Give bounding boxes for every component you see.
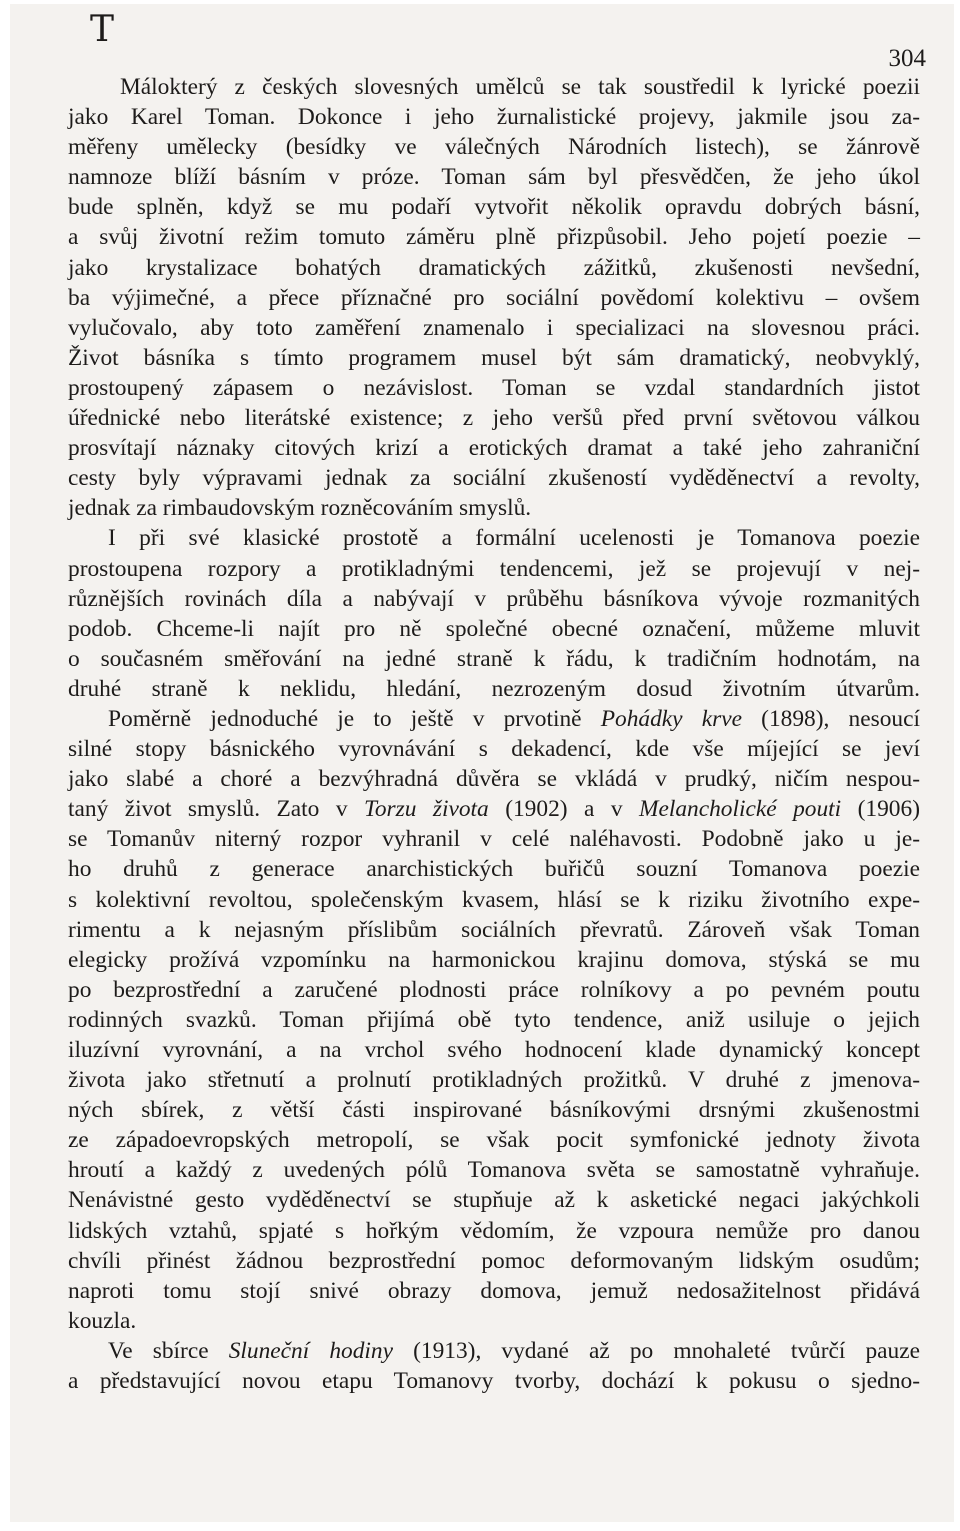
text-segment: namnoze blíží básním v próze. Toman sám byl přesvědčen, že jeho úkol [68, 164, 920, 191]
text-segment: (1898), nesoucí [742, 705, 920, 732]
text-segment: s kolektivní revoltou, společenským kvasem, hlásí se k riziku životního expe- [68, 886, 920, 913]
text-line [68, 493, 920, 523]
text-line [68, 1366, 920, 1396]
book-title: Melancholické pouti [638, 796, 842, 823]
text-segment: se Tomanův niterný rozpor vyhranil v celé naléhavosti. Podobně jako u je- [68, 826, 920, 853]
text-segment: podob. Chceme-li najít pro ně společné obecné označení, můžeme mluvit [68, 615, 920, 642]
text-segment: (1902) a v [488, 796, 639, 823]
book-title: Sluneční hodiny [228, 1337, 393, 1364]
text-line [68, 854, 920, 884]
page-number: 304 [888, 45, 926, 72]
text-line [68, 72, 920, 102]
text-line [68, 584, 920, 614]
text-segment: po bezprostřední a zaručené plodnosti práce rolníkovy a po pevném poutu [68, 976, 920, 1003]
text-line [68, 794, 920, 824]
text-line [68, 192, 920, 222]
text-segment: jako slabé a choré a bezvýhradná důvěra se vkládá v prudký, ničím nespou- [68, 766, 920, 793]
text-segment: kouzla. [68, 1307, 137, 1334]
text-line [68, 1095, 920, 1125]
text-line [68, 403, 920, 433]
text-line [68, 885, 920, 915]
text-segment: ze západoevropských metropolí, se však pocit symfonické jednoty života [68, 1127, 920, 1154]
text-line [68, 1185, 920, 1215]
text-segment: rodinných svazků. Toman přijímá obě tyto tendence, aniž usiluje o jejich [68, 1006, 920, 1033]
text-segment: (1906) [841, 796, 920, 823]
text-segment: Nenávistné gesto vyděděnectví se stupňuje až k asketické negaci jakýchkoli [68, 1187, 920, 1214]
text-line [68, 102, 920, 132]
text-segment: lidských vztahů, spjaté s hořkým vědomím, že vzpoura nemůže pro danou [68, 1217, 920, 1244]
text-segment: prostoupený zápasem o nezávislost. Toman se vzdal standardních jistot [68, 374, 920, 401]
text-line [68, 132, 920, 162]
text-line [68, 253, 920, 283]
text-segment: prosvítají náznaky citových krizí a erotických dramat a také jeho zahraniční [68, 435, 920, 462]
text-line [68, 734, 920, 764]
text-line [68, 162, 920, 192]
text-line [68, 1336, 920, 1366]
text-segment: měřeny umělecky (besídky ve válečných Národních listech), se žánrově [68, 134, 920, 161]
text-segment: vylučovalo, aby toto zaměření znamenalo i specializaci na slovesnou práci. [68, 314, 920, 341]
text-line [68, 644, 920, 674]
text-segment: různějších rovinách díla a nabývají v průběhu básníkova vývoje rozmanitých [68, 585, 920, 612]
text-segment: prostoupena rozpory a protikladnými tendencemi, jež se projevují v nej- [68, 555, 920, 582]
text-line [68, 1065, 920, 1095]
text-line [68, 554, 920, 584]
text-segment: iluzívní vyrovnání, a na vrchol svého hodnocení klade dynamický koncept [68, 1037, 920, 1063]
text-line [68, 915, 920, 945]
text-segment: rimentu a k nejasným příslibům sociálních převratů. Zároveň však Toman [68, 916, 920, 943]
text-segment: jako krystalizace bohatých dramatických zážitků, zkušenosti nevšední, [68, 254, 920, 281]
text-line [68, 283, 920, 313]
text-line [68, 1035, 920, 1065]
text-segment: silné stopy básnického vyrovnávání s dekadencí, kde vše míjející se jeví [68, 736, 920, 763]
text-segment: elegicky prožívá vzpomínku na harmonickou krajinu domova, stýská se mu [68, 946, 920, 973]
text-segment: druhé straně k neklidu, hledání, nezrozeným dosud životním útvarům. [68, 675, 920, 702]
text-segment: ných sbírek, z větší části inspirované básníkovými drsnými zkušenostmi [68, 1097, 920, 1124]
text-segment: Poměrně jednoduché je to ještě v prvotině [108, 705, 601, 732]
text-line [68, 824, 920, 854]
text-segment: a představující novou etapu Tomanovy tvorby, dochází k pokusu o sjedno- [68, 1368, 920, 1395]
text-segment: Ve sbírce [108, 1337, 229, 1364]
book-title: Pohádky krve [600, 705, 742, 732]
text-line [68, 373, 920, 403]
text-line [68, 222, 920, 252]
text-line [68, 433, 920, 463]
text-segment: ho druhů z generace anarchistických buřičů souzní Tomanova poezie [68, 856, 920, 883]
text-line [68, 764, 920, 794]
text-segment: I při své klasické prostotě a formální ucelenosti je Tomanova poezie [108, 525, 920, 552]
text-line [68, 313, 920, 343]
text-segment: jako Karel Toman. Dokonce i jeho žurnalistické projevy, jakmile jsou za- [68, 104, 920, 131]
text-segment: jednak za rimbaudovským rozněcováním smyslů. [68, 495, 532, 522]
text-segment: hroutí a každý z uvedených pólů Tomanova světa se samostatně vyhraňuje. [68, 1157, 920, 1184]
text-line [68, 343, 920, 373]
text-segment: bude splněn, když se mu podaří vytvořit několik opravdu dobrých básní, [68, 194, 920, 221]
text-segment: naproti tomu stojí snivé obrazy domova, jemuž nedosažitelnost přidává [68, 1277, 920, 1304]
book-title: Torzu života [363, 796, 489, 823]
text-line [68, 614, 920, 644]
text-segment: taný život smyslů. Zato v [68, 796, 364, 823]
text-segment: úřednické nebo literátské existence; z jeho veršů před první světovou válkou [68, 405, 920, 432]
text-line [68, 1246, 920, 1276]
text-segment: života jako střetnutí a prolnutí protikladných prožitků. V druhé z jmenova- [68, 1067, 920, 1094]
text-segment: Málokterý z českých slovesných umělců se tak soustředil k lyrické poezii [120, 74, 920, 100]
text-line [68, 704, 920, 734]
body-text [68, 72, 920, 1396]
text-segment: cesty byly výpravami jednak za sociální zkušeností vyděděnectví a revolty, [68, 465, 920, 492]
section-letter: T [90, 9, 115, 50]
text-line [68, 1125, 920, 1155]
text-segment: chvíli přinést žádnou bezprostřední pomoc deformovaným lidským osudům; [68, 1247, 920, 1274]
text-line [68, 945, 920, 975]
text-segment: (1913), vydané až po mnohaleté tvůrčí pauze [393, 1337, 920, 1364]
text-line [68, 1155, 920, 1185]
text-line [68, 1005, 920, 1035]
text-line [68, 1276, 920, 1306]
book-page [10, 4, 954, 1522]
text-line [68, 1306, 920, 1336]
text-line [68, 463, 920, 493]
text-line [68, 975, 920, 1005]
text-line [68, 1216, 920, 1246]
text-segment: ba výjimečné, a přece příznačné pro sociální povědomí kolektivu – ovšem [68, 284, 920, 311]
text-segment: o současném směřování na jedné straně k řádu, k tradičním hodnotám, na [68, 645, 920, 672]
text-line [68, 674, 920, 704]
text-line [68, 523, 920, 553]
text-segment: a svůj životní režim tomuto záměru plně přizpůsobil. Jeho pojetí poezie – [68, 224, 920, 251]
text-segment: Život básníka s tímto programem musel být sám dramatický, neobvyklý, [68, 344, 920, 371]
